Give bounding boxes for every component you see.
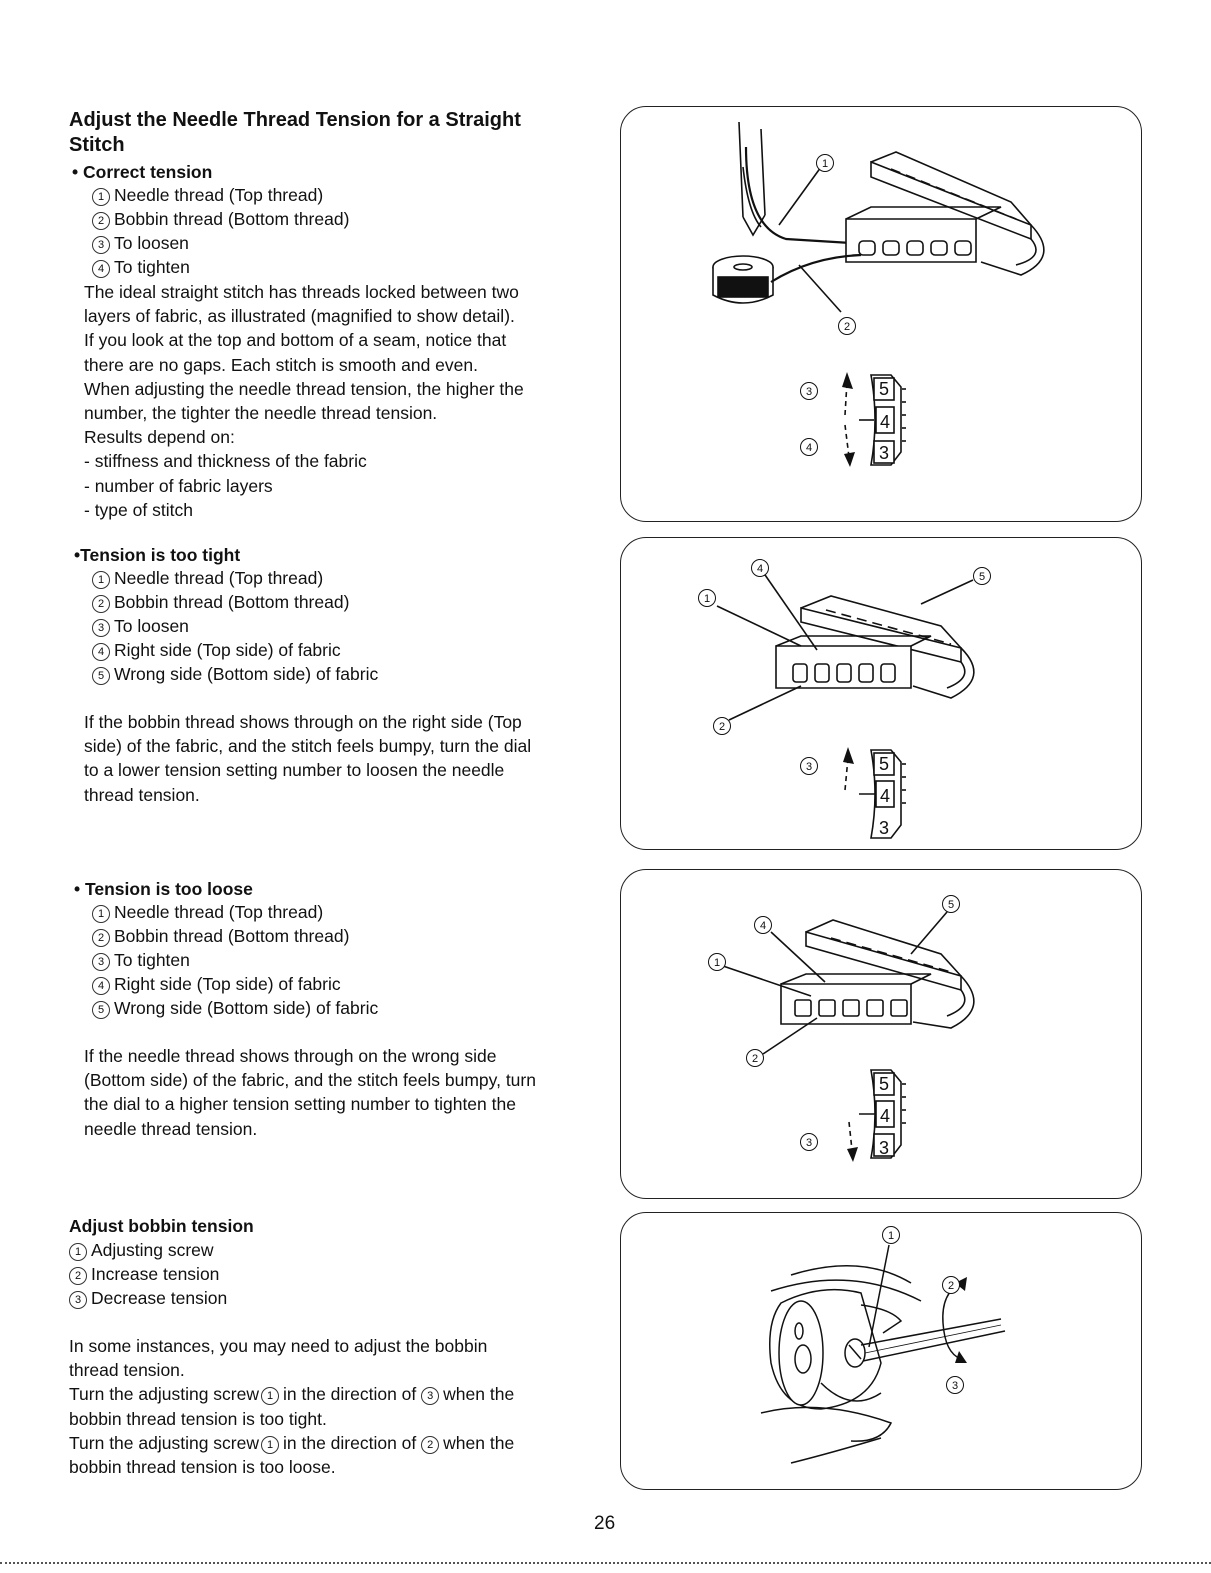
svg-text:3: 3 — [878, 1138, 890, 1158]
svg-text:1: 1 — [821, 158, 829, 170]
circled-number: 3 — [92, 953, 110, 971]
list-item: 4 To tighten — [92, 255, 349, 279]
svg-text:3: 3 — [878, 443, 890, 463]
svg-text:1: 1 — [887, 1230, 895, 1242]
svg-text:4: 4 — [756, 563, 764, 575]
circled-number: 1 — [92, 571, 110, 589]
too-tight-paragraph: If the bobbin thread shows through on the right side (Top side) of the fabric, and the stitch feels bumpy, turn the dial to a lower tension setting number to loosen the needle thread tension. — [84, 712, 532, 805]
too-tight-illustration — [620, 537, 1142, 850]
correct-tension-drawing — [621, 107, 1143, 523]
circled-number: 2 — [92, 212, 110, 230]
too-tight-drawing — [621, 538, 1143, 851]
svg-text:2: 2 — [843, 321, 851, 333]
bobbin-case-illustration — [620, 1212, 1142, 1490]
svg-text:5: 5 — [978, 571, 986, 583]
section-title-line1: Adjust the Needle Thread Tension for a Straight — [69, 109, 521, 131]
bobbin-tension-subhead: Adjust bobbin tension — [69, 1216, 254, 1236]
circled-number: 2 — [421, 1436, 439, 1454]
circled-number: 4 — [92, 643, 110, 661]
page-number: 26 — [594, 1513, 616, 1534]
list-item: 5 Wrong side (Bottom side) of fabric — [92, 996, 378, 1020]
too-tight-subhead: •Tension is too tight — [74, 545, 241, 565]
circled-number: 1 — [92, 905, 110, 923]
section-title-line2: Stitch — [69, 134, 125, 156]
list-item: 3 To loosen — [92, 614, 378, 638]
list-item: 5 Wrong side (Bottom side) of fabric — [92, 662, 378, 686]
circled-number: 1 — [69, 1243, 87, 1261]
circled-number: 2 — [69, 1267, 87, 1285]
list-item: 1 Needle thread (Top thread) — [92, 900, 378, 924]
svg-text:4: 4 — [879, 1106, 891, 1126]
circled-number: 1 — [261, 1436, 279, 1454]
svg-text:3: 3 — [805, 761, 813, 773]
svg-text:4: 4 — [879, 412, 891, 432]
list-item: 2 Bobbin thread (Bottom thread) — [92, 207, 349, 231]
circled-number: 2 — [92, 595, 110, 613]
svg-text:3: 3 — [878, 818, 890, 838]
page-edge-dots — [0, 1562, 1211, 1564]
list-item: 3 To tighten — [92, 948, 378, 972]
circled-number: 1 — [92, 188, 110, 206]
section-title — [69, 108, 521, 158]
too-loose-subhead: • Tension is too loose — [74, 879, 253, 899]
too-tight-list — [92, 566, 378, 686]
list-item: 2 Increase tension — [69, 1262, 227, 1286]
svg-text:5: 5 — [878, 754, 890, 774]
svg-text:2: 2 — [718, 721, 726, 733]
circled-number: 3 — [69, 1291, 87, 1309]
svg-text:3: 3 — [805, 1137, 813, 1149]
list-item: 4 Right side (Top side) of fabric — [92, 972, 378, 996]
list-item: 2 Bobbin thread (Bottom thread) — [92, 590, 378, 614]
correct-tension-subhead: • Correct tension — [72, 162, 213, 182]
svg-text:5: 5 — [878, 1074, 890, 1094]
list-item: 1 Adjusting screw — [69, 1238, 227, 1262]
svg-text:2: 2 — [947, 1280, 955, 1292]
svg-text:1: 1 — [713, 957, 721, 969]
correct-tension-illustration — [620, 106, 1142, 522]
svg-text:5: 5 — [878, 379, 890, 399]
svg-text:4: 4 — [759, 920, 767, 932]
bobbin-case-drawing — [621, 1213, 1143, 1491]
circled-number: 4 — [92, 260, 110, 278]
circled-number: 2 — [92, 929, 110, 947]
correct-tension-paragraph: The ideal straight stitch has threads locked between two layers of fabric, as illustrated (magnified to show detail). If you look at the top and bottom of a seam, notice that there are no gaps. Each stitch is smooth and even. When adjusting the needle thread tension, the higher the number, the tighter the needle thread tension. Results depend on: - stiffness and thickness of the fabric - number of fabric layers - type of stitch — [84, 282, 524, 520]
circled-number: 5 — [92, 667, 110, 685]
svg-text:1: 1 — [703, 593, 711, 605]
svg-text:5: 5 — [947, 899, 955, 911]
circled-number: 3 — [92, 236, 110, 254]
circled-number: 5 — [92, 1001, 110, 1019]
bobbin-tension-list — [69, 1238, 227, 1310]
bobbin-tension-paragraph: In some instances, you may need to adjust the bobbin thread tension. Turn the adjusting screw 1 in the direction of 3 when the bobbin thread tension is too tight. Turn the adjusting screw 1 in the direction of 2 when the bobbin thread tension is too loose. — [69, 1336, 515, 1478]
too-loose-illustration — [620, 869, 1142, 1199]
too-loose-paragraph: If the needle thread shows through on the wrong side (Bottom side) of the fabric, and the stitch feels bumpy, turn the dial to a higher tension setting number to tighten the needle thread tension. — [84, 1046, 536, 1139]
list-item: 1 Needle thread (Top thread) — [92, 183, 349, 207]
circled-number: 1 — [261, 1387, 279, 1405]
svg-text:4: 4 — [805, 442, 813, 454]
circled-number: 3 — [92, 619, 110, 637]
list-item: 1 Needle thread (Top thread) — [92, 566, 378, 590]
svg-text:3: 3 — [951, 1380, 959, 1392]
list-item: 4 Right side (Top side) of fabric — [92, 638, 378, 662]
list-item: 3 Decrease tension — [69, 1286, 227, 1310]
correct-tension-list — [92, 183, 349, 279]
circled-number: 3 — [421, 1387, 439, 1405]
list-item: 2 Bobbin thread (Bottom thread) — [92, 924, 378, 948]
circled-number: 4 — [92, 977, 110, 995]
svg-text:4: 4 — [879, 786, 891, 806]
too-loose-drawing — [621, 870, 1143, 1200]
list-item: 3 To loosen — [92, 231, 349, 255]
svg-text:2: 2 — [751, 1053, 759, 1065]
svg-text:3: 3 — [805, 386, 813, 398]
too-loose-list — [92, 900, 378, 1020]
